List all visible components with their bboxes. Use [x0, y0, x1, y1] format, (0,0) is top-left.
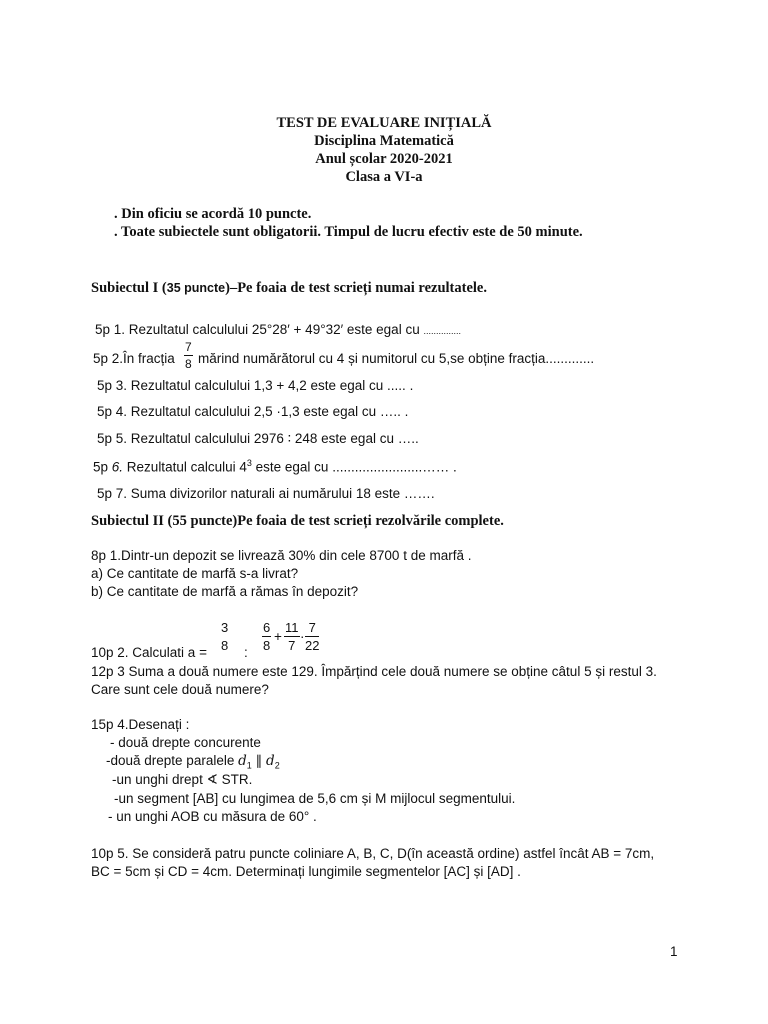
page-number: 1	[670, 944, 678, 959]
division-sign: :	[244, 645, 248, 660]
problem-2-3-line-1: 12p 3 Suma a două numere este 129. Împărțind cele două numere se obține câtul 5 și restul 3.	[91, 664, 657, 679]
problem-2-2-label: 10p 2. Calculati a =	[91, 645, 207, 660]
doc-title: TEST DE EVALUARE INIȚIALĂ	[276, 115, 492, 131]
subject-1-heading: Subiectul I (35 puncte)–Pe foaia de test scrieți numai rezultatele.	[91, 280, 487, 296]
problem-2-4-title: 15p 4.Desenați :	[91, 717, 190, 732]
fraction-11-7: $\frac{11}{7}$	[285, 620, 299, 653]
plus-sign: +	[274, 629, 282, 644]
fraction-3-8: 3 8	[221, 620, 229, 653]
discipline-line: Disciplina Matematică	[314, 133, 454, 149]
fraction-7-8: $\frac{7}{8}$	[185, 340, 192, 371]
note-mandatory: . Toate subiectele sunt obligatorii. Timpul de lucru efectiv este de 50 minute.	[114, 224, 583, 240]
class-line: Clasa a VI-a	[345, 169, 423, 185]
item-1-7: 5p 7. Suma divizorilor naturali ai numărului 18 este …….	[97, 486, 435, 501]
school-year-line: Anul școlar 2020-2021	[315, 151, 453, 167]
problem-2-1-a: a) Ce cantitate de marfă s-a livrat?	[91, 566, 299, 581]
problem-2-4-segment: -un segment [AB] cu lungimea de 5,6 cm și M mijlocul segmentului.	[114, 791, 516, 806]
item-1-4: 5p 4. Rezultatul calculului 2,5 ·1,3 este egal cu ….. .	[97, 404, 409, 419]
problem-2-1-b: b) Ce cantitate de marfă a rămas în depozit?	[91, 584, 359, 599]
fraction-6-8: $\frac{6}{8}$	[263, 620, 271, 653]
item-1-1: 5p 1. Rezultatul calculului 25°28′ + 49°32′ este egal cu ...............	[95, 322, 461, 337]
problem-2-4-angle-aob: - un unghi AOB cu măsura de 60° .	[108, 809, 317, 824]
problem-2-4-right-angle: -un unghi drept ∢ STR.	[112, 772, 253, 787]
problem-2-4-concurrent: - două drepte concurente	[110, 735, 261, 750]
fraction-7-22: $\frac{7}{22}$	[305, 620, 320, 653]
item-1-6: 5p 6. Rezultatul calcului $4^3$ este egal cu ........................…… .	[93, 458, 457, 475]
item-1-3: 5p 3. Rezultatul calculului 1,3 + 4,2 este egal cu ..... .	[97, 378, 414, 393]
multiply-dot: ·	[300, 629, 305, 644]
problem-2-5-line-2: BC = 5cm și CD = 4cm. Determinați lungimile segmentelor [AC] și [AD] .	[91, 864, 521, 879]
subject-2-heading: Subiectul II (55 puncte)Pe foaia de test scrieți rezolvările complete.	[91, 513, 504, 529]
problem-2-5-line-1: 10p 5. Se consideră patru puncte coliniare A, B, C, D(în această ordine) astfel încât AB = 7cm,	[91, 846, 655, 861]
item-1-2-rest: mărind numărătorul cu 4 și numitorul cu 5,se obține fracția.............	[198, 351, 595, 366]
item-1-2-lead: 5p 2.În fracția	[93, 351, 175, 366]
note-office-points: . Din oficiu se acordă 10 puncte.	[114, 206, 312, 222]
problem-2-1-statement: 8p 1.Dintr-un depozit se livrează 30% din cele 8700 t de marfă .	[91, 548, 472, 563]
item-1-5: 5p 5. Rezultatul calculului 2976 ∶ 248 este egal cu …..	[97, 431, 419, 446]
problem-2-3-line-2: Care sunt cele două numere?	[91, 682, 269, 697]
problem-2-4-parallel: -două drepte paralele $d_1$ ∥ $d_2$	[106, 753, 280, 771]
